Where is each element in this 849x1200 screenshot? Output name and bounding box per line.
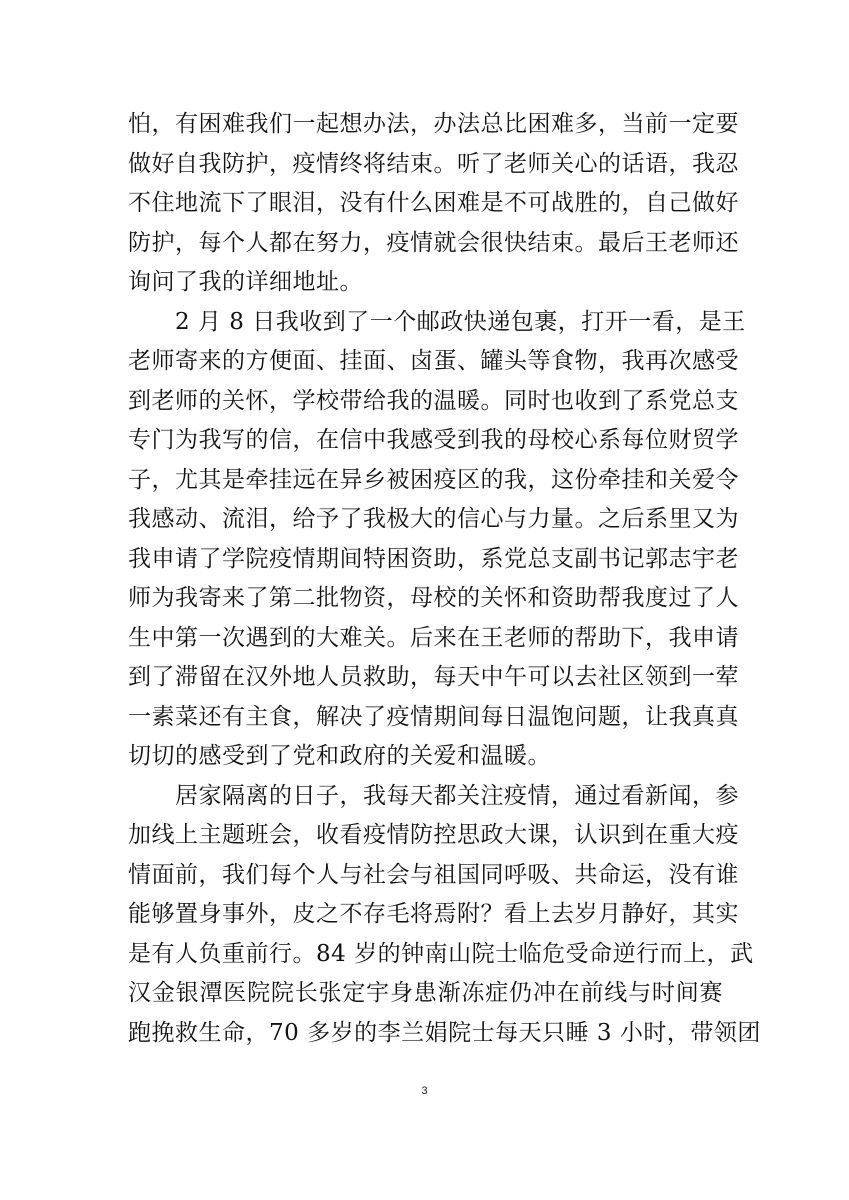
text-line: 不住地流下了眼泪，没有什么困难是不可战胜的，自己做好 xyxy=(128,190,739,216)
text-line: 居家隔离的日子，我每天都关注疫情，通过看新闻，参 xyxy=(128,782,739,809)
text-line: 师为我寄来了第二批物资，母校的关怀和资助帮我度过了人 xyxy=(128,585,739,611)
text-line: 防护，每个人都在努力，疫情就会很快结束。最后王老师还 xyxy=(128,229,739,256)
body-text xyxy=(128,105,761,1053)
text-line: 我申请了学院疫情期间特困资助，系党总支副书记郭志宇老 xyxy=(128,545,739,572)
page-number: 3 xyxy=(421,1085,428,1097)
paragraph-3 xyxy=(128,777,761,1054)
text-line: 我感动、流泪，给予了我极大的信心与力量。之后系里又为 xyxy=(128,506,739,532)
text-line: 2 月 8 日我收到了一个邮政快递包裹，打开一看，是王 xyxy=(128,308,746,335)
text-line: 一素菜还有主食，解决了疫情期间每日温饱问题，让我真真 xyxy=(128,703,739,730)
text-line: 能够置身事外，皮之不存毛将焉附？看上去岁月静好，其实 xyxy=(128,901,739,927)
text-line: 专门为我写的信，在信中我感受到我的母校心系每位财贸学 xyxy=(128,427,739,453)
text-line: 情面前，我们每个人与社会与祖国同呼吸、共命运，没有谁 xyxy=(128,861,739,888)
text-line: 汉金银潭医院院长张定宇身患渐冻症仍冲在前线与时间赛 xyxy=(128,980,723,1006)
text-line: 切切的感受到了党和政府的关爱和温暖。 xyxy=(128,743,551,769)
text-line: 做好自我防护，疫情终将结束。听了老师关心的话语，我忍 xyxy=(128,150,739,177)
text-line: 加线上主题班会，收看疫情防控思政大课，认识到在重大疫 xyxy=(128,822,739,848)
text-line: 生中第一次遇到的大难关。后来在王老师的帮助下，我申请 xyxy=(128,624,739,651)
text-line: 到了滞留在汉外地人员救助，每天中午可以去社区领到一荤 xyxy=(128,664,739,690)
text-line: 是有人负重前行。84 岁的钟南山院士临危受命逆行而上，武 xyxy=(128,940,754,967)
text-line: 跑挽救生命，70 多岁的李兰娟院士每天只睡 3 小时，带领团 xyxy=(128,1019,761,1046)
text-line: 怕，有困难我们一起想办法，办法总比困难多，当前一定要 xyxy=(128,111,739,137)
paragraph-1 xyxy=(128,105,739,303)
text-line: 到老师的关怀，学校带给我的温暖。同时也收到了系党总支 xyxy=(128,387,739,414)
text-line: 老师寄来的方便面、挂面、卤蛋、罐头等食物，我再次感受 xyxy=(128,348,739,374)
paragraph-2 xyxy=(128,303,746,777)
text-line: 询问了我的详细地址。 xyxy=(128,269,363,295)
text-line: 子，尤其是牵挂远在异乡被困疫区的我，这份牵挂和关爱令 xyxy=(128,466,739,493)
